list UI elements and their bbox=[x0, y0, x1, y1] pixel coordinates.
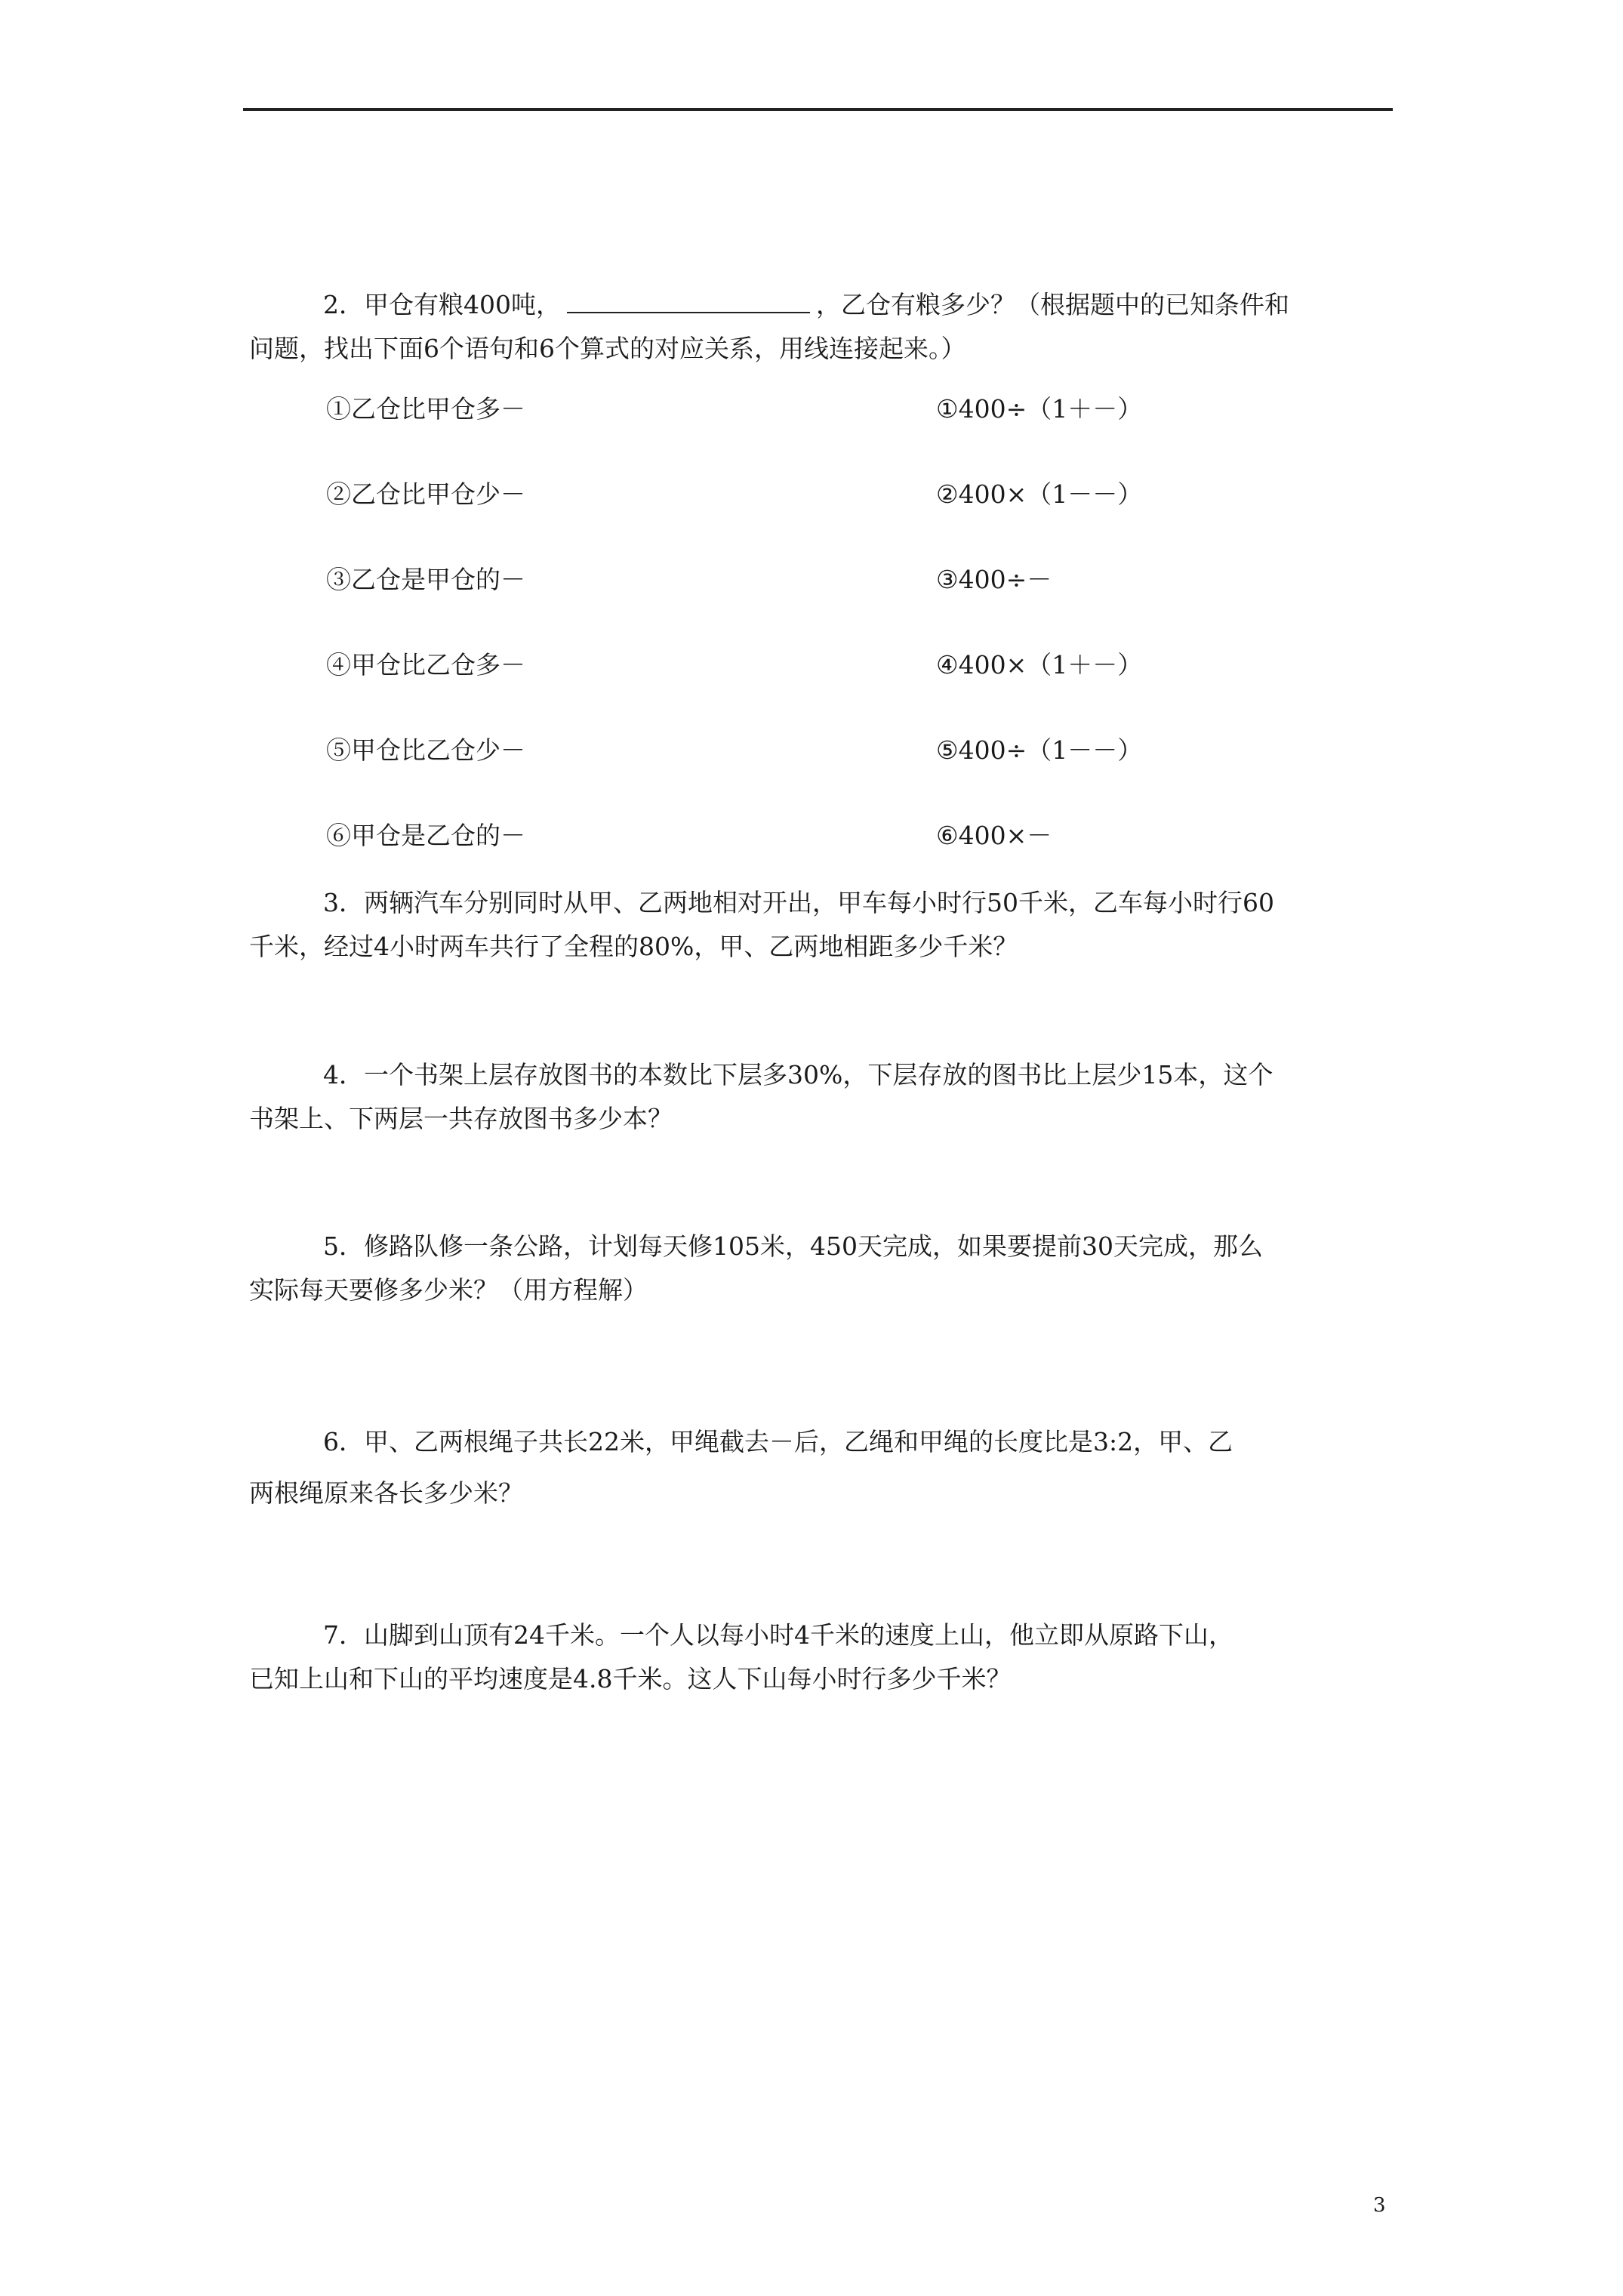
question-7 bbox=[249, 1613, 1397, 1701]
page-number: 3 bbox=[1373, 2194, 1386, 2217]
formula-5: ⑤400÷（1－－） bbox=[936, 735, 1143, 765]
statement-2: ②乙仓比甲仓少－ bbox=[326, 479, 525, 509]
formula-6: ⑥400×－ bbox=[936, 821, 1052, 850]
answer-blank[interactable] bbox=[567, 289, 810, 313]
statement-6: ⑥甲仓是乙仓的－ bbox=[326, 821, 525, 850]
question-2-intro-before: 2．甲仓有粮400吨， bbox=[323, 290, 561, 319]
question-2-line-1 bbox=[249, 283, 1397, 327]
formula-1: ①400÷（1＋－） bbox=[936, 394, 1143, 424]
question-3 bbox=[249, 881, 1397, 969]
question-6 bbox=[249, 1416, 1397, 1519]
question-7-line-2: 已知上山和下山的平均速度是4.8千米。这人下山每小时行多少千米？ bbox=[249, 1664, 1012, 1693]
statement-1: ①乙仓比甲仓多－ bbox=[326, 394, 525, 424]
question-2-intro-after: ，乙仓有粮多少？（根据题中的已知条件和 bbox=[815, 290, 1289, 319]
question-4-line-1: 4．一个书架上层存放图书的本数比下层多30%，下层存放的图书比上层少15本，这个 bbox=[323, 1060, 1273, 1089]
formula-4: ④400×（1＋－） bbox=[936, 650, 1143, 680]
formula-2: ②400×（1－－） bbox=[936, 479, 1143, 509]
question-5 bbox=[249, 1225, 1397, 1312]
question-7-line-1: 7．山脚到山顶有24千米。一个人以每小时4千米的速度上山，他立即从原路下山， bbox=[323, 1620, 1233, 1650]
statement-3: ③乙仓是甲仓的－ bbox=[326, 565, 525, 594]
statement-5: ⑤甲仓比乙仓少－ bbox=[326, 735, 525, 765]
question-6-line-2: 两根绳原来各长多少米？ bbox=[249, 1478, 523, 1508]
question-4-line-2: 书架上、下两层一共存放图书多少本？ bbox=[249, 1104, 673, 1133]
question-2 bbox=[249, 283, 1397, 371]
question-4 bbox=[249, 1053, 1397, 1141]
statement-4: ④甲仓比乙仓多－ bbox=[326, 650, 525, 680]
question-3-line-2: 千米，经过4小时两车共行了全程的80%，甲、乙两地相距多少千米？ bbox=[249, 932, 1018, 961]
header-rule bbox=[243, 108, 1393, 111]
formula-3: ③400÷－ bbox=[936, 565, 1052, 594]
question-6-line-1: 6．甲、乙两根绳子共长22米，甲绳截去－后，乙绳和甲绳的长度比是3:2，甲、乙 bbox=[323, 1427, 1233, 1456]
question-5-line-1: 5．修路队修一条公路，计划每天修105米，450天完成，如果要提前30天完成，那么 bbox=[323, 1231, 1263, 1261]
question-3-line-1: 3．两辆汽车分别同时从甲、乙两地相对开出，甲车每小时行50千米，乙车每小时行60 bbox=[323, 888, 1274, 917]
question-2-line-2: 问题，找出下面6个语句和6个算式的对应关系，用线连接起来。） bbox=[249, 334, 966, 363]
question-5-line-2: 实际每天要修多少米？（用方程解） bbox=[249, 1275, 648, 1305]
